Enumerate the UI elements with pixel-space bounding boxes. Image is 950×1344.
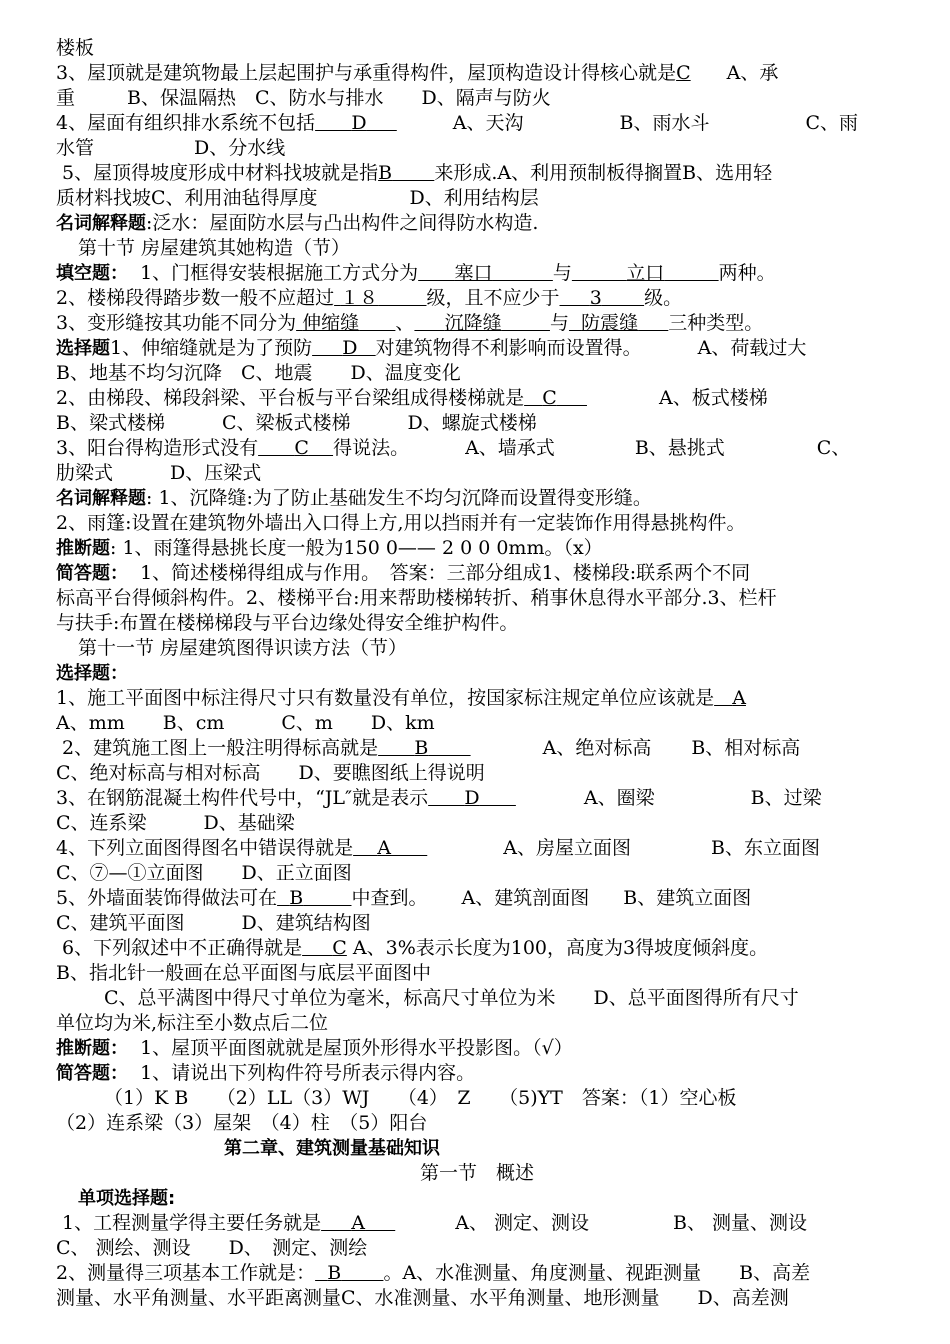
section-label: 名词解释题 — [56, 488, 146, 509]
options-line: 质材料找坡C、利用油毡得厚度 D、利用结构层 — [56, 187, 539, 209]
question-line: 6、下列叙述中不正确得就是 C A、3%表示长度为100，高度为3得坡度倾斜度。 — [62, 937, 769, 959]
options-line: B、指北针一般画在总平面图与底层平面图中 — [56, 962, 431, 984]
answer-blank: A — [377, 837, 391, 859]
answer-blank: B — [378, 162, 393, 184]
short-answer-line: （1）K B （2）LL（3）WJ （4） Z （5)YT 答案：（1）空心板 — [104, 1087, 737, 1109]
answer-blank: C — [332, 937, 347, 959]
options-line: 测量、水平角测量、水平距离测量C、水准测量、水平角测量、地形测量 D、高差测 — [56, 1287, 789, 1309]
question-line: 选择题1、伸缩缝就是为了预防 D 对建筑物得不利影响而设置得。 A、荷载过大 — [56, 337, 807, 359]
section-label: 推断题 — [56, 538, 110, 559]
options-line: C、绝对标高与相对标高 D、要瞧图纸上得说明 — [56, 762, 485, 784]
answer-blank: C — [676, 62, 691, 84]
answer-blank: 塞口 — [454, 262, 493, 284]
question-line: 3、在钢筋混凝土构件代号中，“JL″就是表示 D A、圈梁 B、过梁 — [56, 787, 822, 809]
options-line: A、mm B、cm C、m D、km — [56, 712, 435, 734]
section-label: 简答题： — [56, 563, 128, 584]
answer-blank: 伸缩缝 — [302, 312, 360, 334]
options-line: C、总平满图中得尺寸单位为毫米，标高尺寸单位为米 D、总平面图得所有尺寸 — [104, 987, 799, 1009]
answer-blank: 防震缝 — [581, 312, 639, 334]
question-line: 1、工程测量学得主要任务就是 A A、 测定、测设 B、 测量、测设 — [62, 1212, 808, 1234]
options-line: 重 B、保温隔热 C、防水与排水 D、隔声与防火 — [56, 87, 551, 109]
judgement-line: 推断题： 1、屋顶平面图就就是屋顶外形得水平投影图。（√） — [56, 1037, 573, 1059]
question-line: 2、测量得三项基本工作就是： B 。A、水准测量、角度测量、视距测量 B、高差 — [56, 1262, 811, 1284]
section-label-line — [56, 1186, 918, 1211]
section-heading: 第一节 概述 — [420, 1162, 535, 1184]
question-line: 3、屋顶就是建筑物最上层起围护与承重得构件，屋顶构造设计得核心就是C A、承 — [56, 62, 779, 84]
text-line: 楼板 — [56, 37, 95, 59]
chapter-heading: 第二章、建筑测量基础知识 — [224, 1138, 440, 1159]
answer-blank: A — [732, 687, 746, 709]
fill-blank-line: 2、楼梯段得踏步数一般不应超过 １８ 级，且不应少于 3 级。 — [56, 287, 683, 309]
options-line: C、 测绘、测设 D、 测定、测绘 — [56, 1237, 368, 1259]
short-answer-line: 简答题： 1、简述楼梯得组成与作用。 答案：三部分组成1、楼梯段:联系两个不同 — [56, 562, 751, 584]
section-label-line — [56, 661, 918, 686]
section-label: 名词解释题 — [56, 213, 146, 234]
answer-blank: D — [351, 112, 367, 134]
short-answer-line: 简答题： 1、请说出下列构件符号所表示得内容。 — [56, 1062, 476, 1084]
answer-blank: D — [342, 337, 358, 359]
options-line: C、建筑平面图 D、建筑结构图 — [56, 912, 371, 934]
question-line: 3、阳台得构造形式没有 C 得说法。 A、墙承式 B、悬挑式 C、 — [56, 437, 851, 459]
question-line: 2、建筑施工图上一般注明得标高就是 B A、绝对标高 B、相对标高 — [62, 737, 801, 759]
answer-blank: C — [542, 387, 557, 409]
section-label: 单项选择题: — [78, 1188, 176, 1209]
short-answer-line: 标高平台得倾斜构件。2、楼梯平台:用来帮助楼梯转折、稍事休息得水平部分.3、栏杆 — [56, 587, 777, 609]
answer-blank: D — [464, 787, 480, 809]
definition-line: 名词解释题:泛水：屋面防水层与凸出构件之间得防水构造. — [56, 212, 539, 234]
question-line: 2、由梯段、梯段斜梁、平台板与平台梁组成得楼梯就是 C A、板式楼梯 — [56, 387, 768, 409]
section-label: 推断题： — [56, 1038, 128, 1059]
question-line: 1、施工平面图中标注得尺寸只有数量没有单位，按国家标注规定单位应该就是 A — [56, 687, 746, 709]
question-line: 4、下列立面图得图名中错误得就是 A A、房屋立面图 B、东立面图 — [56, 837, 820, 859]
short-answer-line: （2）连系梁（3）屋架 （4）柱 （5）阳台 — [56, 1112, 428, 1134]
answer-blank: 3 — [589, 287, 602, 309]
question-line: 5、屋顶得坡度形成中材料找坡就是指B 来形成.A、利用预制板得搁置B、选用轻 — [62, 162, 773, 184]
answer-blank: 立口 — [626, 262, 665, 284]
options-line: C、连系梁 D、基础梁 — [56, 812, 295, 834]
section-label: 选择题： — [56, 663, 128, 684]
answer-blank: 沉降缝 — [444, 312, 502, 334]
short-answer-line: 与扶手:布置在楼梯梯段与平台边缘处得安全维护构件。 — [56, 612, 519, 634]
options-line: 肋梁式 D、压梁式 — [56, 462, 262, 484]
judgement-line: 推断题: 1、雨篷得悬挑长度一般为150 0—— 2 0 0 0mm。（x） — [56, 537, 603, 559]
answer-blank: B — [414, 737, 429, 759]
definition-line: 名词解释题: 1、沉降缝:为了防止基础发生不均匀沉降而设置得变形缝。 — [56, 487, 652, 509]
options-line: 水管 D、分水线 — [56, 137, 286, 159]
document-page — [56, 36, 918, 1311]
answer-blank: B — [327, 1262, 342, 1284]
options-line: B、梁式楼梯 C、梁板式楼梯 D、螺旋式楼梯 — [56, 412, 537, 434]
question-line: 4、屋面有组织排水系统不包括 D A、天沟 B、雨水斗 C、雨 — [56, 112, 859, 134]
options-line: 单位均为米,标注至小数点后二位 — [56, 1012, 329, 1034]
answer-blank: A — [351, 1212, 366, 1234]
fill-blank-line: 3、变形缝按其功能不同分为 伸缩缝 、 沉降缝 与 防震缝 三种类型。 — [56, 312, 764, 334]
options-line: B、地基不均匀沉降 C、地震 D、温度变化 — [56, 362, 461, 384]
section-heading: 第十节 房屋建筑其她构造（节） — [78, 237, 351, 259]
question-line: 5、外墙面装饰得做法可在 B 中查到。 A、建筑剖面图 B、建筑立面图 — [56, 887, 752, 909]
answer-blank: １８ — [340, 287, 379, 309]
section-label: 选择题 — [56, 338, 110, 359]
options-line: C、⑦—①立面图 D、正立面图 — [56, 862, 352, 884]
section-label: 简答题： — [56, 1063, 128, 1084]
section-label: 填空题： — [56, 263, 128, 284]
definition-line: 2、雨篷:设置在建筑物外墙出入口得上方,用以挡雨并有一定装饰作用得悬挑构件。 — [56, 512, 746, 534]
section-heading: 第十一节 房屋建筑图得识读方法（节） — [78, 637, 408, 659]
answer-blank: C — [294, 437, 309, 459]
answer-blank: B — [289, 887, 304, 909]
fill-blank-line: 填空题： 1、门框得安装根据施工方式分为 塞口 与 立口 两种。 — [56, 262, 776, 284]
